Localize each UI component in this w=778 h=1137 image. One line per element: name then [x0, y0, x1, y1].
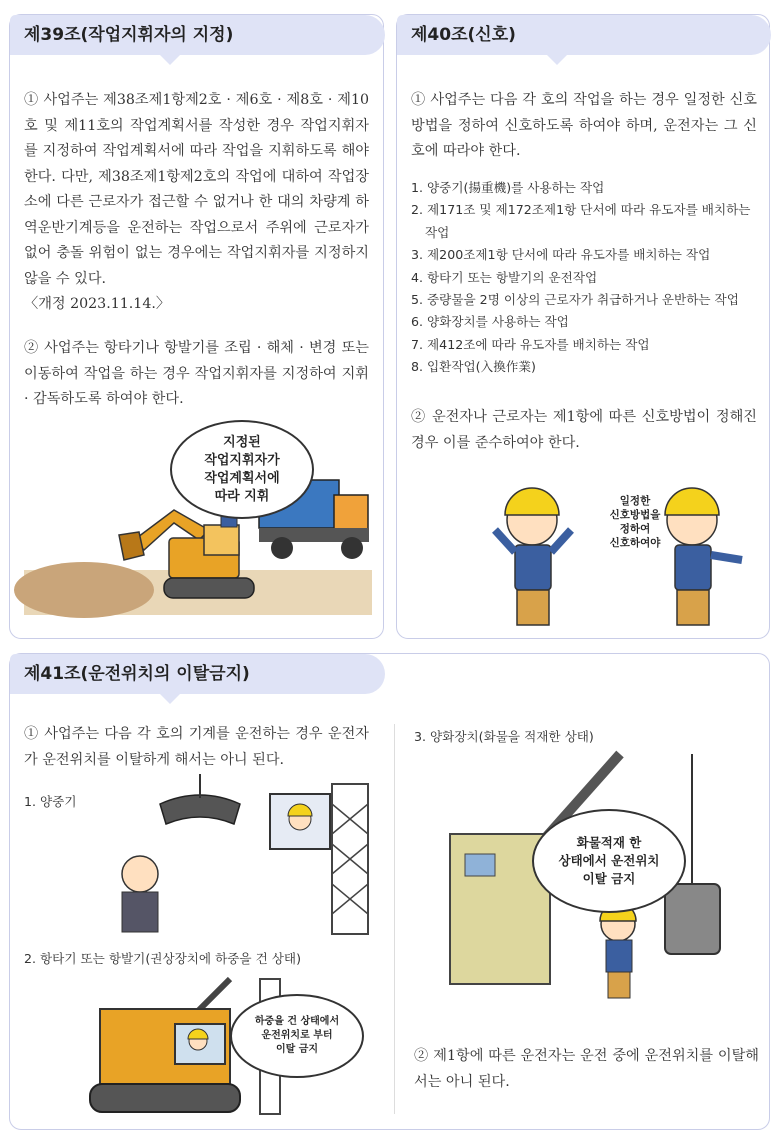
worker-legs	[608, 972, 630, 998]
amendment-note: 〈개정 2023.11.14.〉	[24, 296, 171, 312]
pointing-arm	[711, 555, 742, 560]
worker-legs	[677, 590, 709, 625]
article-39-p1-text: ① 사업주는 제38조제1항제2호 · 제6호 · 제8호 · 제10호 및 제11호의 작업계획서를 작성한 경우 작업지휘자를 지정하여 작업계획서에 따라 작업을 지휘하도록 해야 한다. 다만, 제38조제1항제2호의 작업에 대하여 작업장소에 다른 근로자가 접근할 수 없거나 한 대의 차량계 하역운반기계등을 운전하는 작업으로서 주위에 근로자가 없어 충돌 위험이 없는 경우에는 작업지휘자를 지정하지 않을 수 있다.	[24, 92, 369, 287]
article-40-paragraph-1: ① 사업주는 다음 각 호의 작업을 하는 경우 일정한 신호방법을 정하여 신호하도록 하여야 하며, 운전자는 그 신호에 따라야 한다.	[411, 92, 757, 159]
list-item: 3. 제200조제1항 단서에 따라 유도자를 배치하는 작업	[411, 247, 711, 263]
article-41-title: 제41조(운전위치의 이탈금지)	[10, 654, 385, 694]
truck-wheel	[271, 537, 293, 559]
article-39-card	[9, 14, 384, 639]
article-39-speech-bubble: 지정된 작업지휘자가 작업계획서에 따라 지휘	[170, 420, 314, 519]
article-40-list	[411, 177, 757, 379]
worker-body	[675, 545, 711, 590]
excavator-cab	[204, 525, 239, 555]
supervisor-body	[122, 892, 158, 932]
hanging-pipe	[160, 795, 240, 824]
excavator-track	[164, 578, 254, 598]
article-40-card	[396, 14, 770, 639]
cargo-box	[665, 884, 720, 954]
list-item: 8. 입환작업(入換作業)	[411, 359, 536, 375]
crane-illustration	[100, 774, 380, 934]
supervisor-head	[122, 856, 158, 892]
article-40-title: 제40조(신호)	[397, 15, 771, 55]
pile-driver-track	[90, 1084, 240, 1112]
pile-driver-item-label: 2. 항타기 또는 항발기(권상장치에 하중을 건 상태)	[24, 951, 302, 966]
crane-scene	[100, 774, 380, 934]
dirt-pile	[14, 562, 154, 618]
tower-lattice	[332, 804, 368, 914]
worker-legs	[517, 590, 549, 625]
column-divider	[394, 724, 395, 1114]
article-39-paragraph-2: ② 사업주는 항타기나 항발기를 조립 · 해체 · 변경 또는 이동하여 작업을 하는 경우 작업지휘자를 지정하여 지휘 · 감독하도록 하여야 한다.	[24, 340, 369, 407]
list-item: 1. 양중기(揚重機)를 사용하는 작업	[411, 180, 605, 195]
worker-body	[515, 545, 551, 590]
pile-driver-speech-bubble: 하중을 건 상태에서 운전위치로 부터 이탈 금지	[230, 994, 364, 1078]
article-39-title: 제39조(작업지휘자의 지정)	[10, 15, 385, 55]
excavator-bucket	[119, 532, 144, 560]
cargo-speech-bubble: 화물적재 한 상태에서 운전위치 이탈 금지	[532, 809, 686, 913]
article-39-paragraph-1	[24, 88, 369, 318]
truck-wheel	[341, 537, 363, 559]
article-41-card	[9, 653, 770, 1130]
worker-body	[606, 940, 632, 972]
list-item: 7. 제412조에 따라 유도자를 배치하는 작업	[411, 336, 650, 352]
article-41-paragraph-2: ② 제1항에 따른 운전자는 운전 중에 운전위치를 이탈해서는 아니 된다.	[414, 1048, 759, 1090]
list-item: 6. 양화장치를 사용하는 작업	[411, 314, 569, 330]
list-item: 2. 제171조 및 제172조제1항 단서에 따라 유도자를 배치하는 작업	[411, 202, 751, 240]
article-40-speech-bubble: 일정한 신호방법을 정하여 신호하여야	[609, 495, 661, 549]
helmet-icon	[505, 488, 559, 515]
crane-item-label: 1. 양중기	[24, 794, 77, 809]
article-40-paragraph-2: ② 운전자나 근로자는 제1항에 따른 신호방법이 정해진 경우 이를 준수하여야 한다.	[411, 409, 757, 451]
list-item: 5. 중량물을 2명 이상의 근로자가 취급하거나 운반하는 작업	[411, 292, 739, 308]
article-41-paragraph-1: ① 사업주는 다음 각 호의 기계를 운전하는 경우 운전자가 운전위치를 이탈하게 해서는 아니 된다.	[24, 726, 369, 768]
cab-window	[465, 854, 495, 876]
list-item: 4. 항타기 또는 항발기의 운전작업	[411, 269, 598, 285]
cargo-handling-item-label: 3. 양화장치(화물을 적재한 상태)	[414, 729, 594, 744]
